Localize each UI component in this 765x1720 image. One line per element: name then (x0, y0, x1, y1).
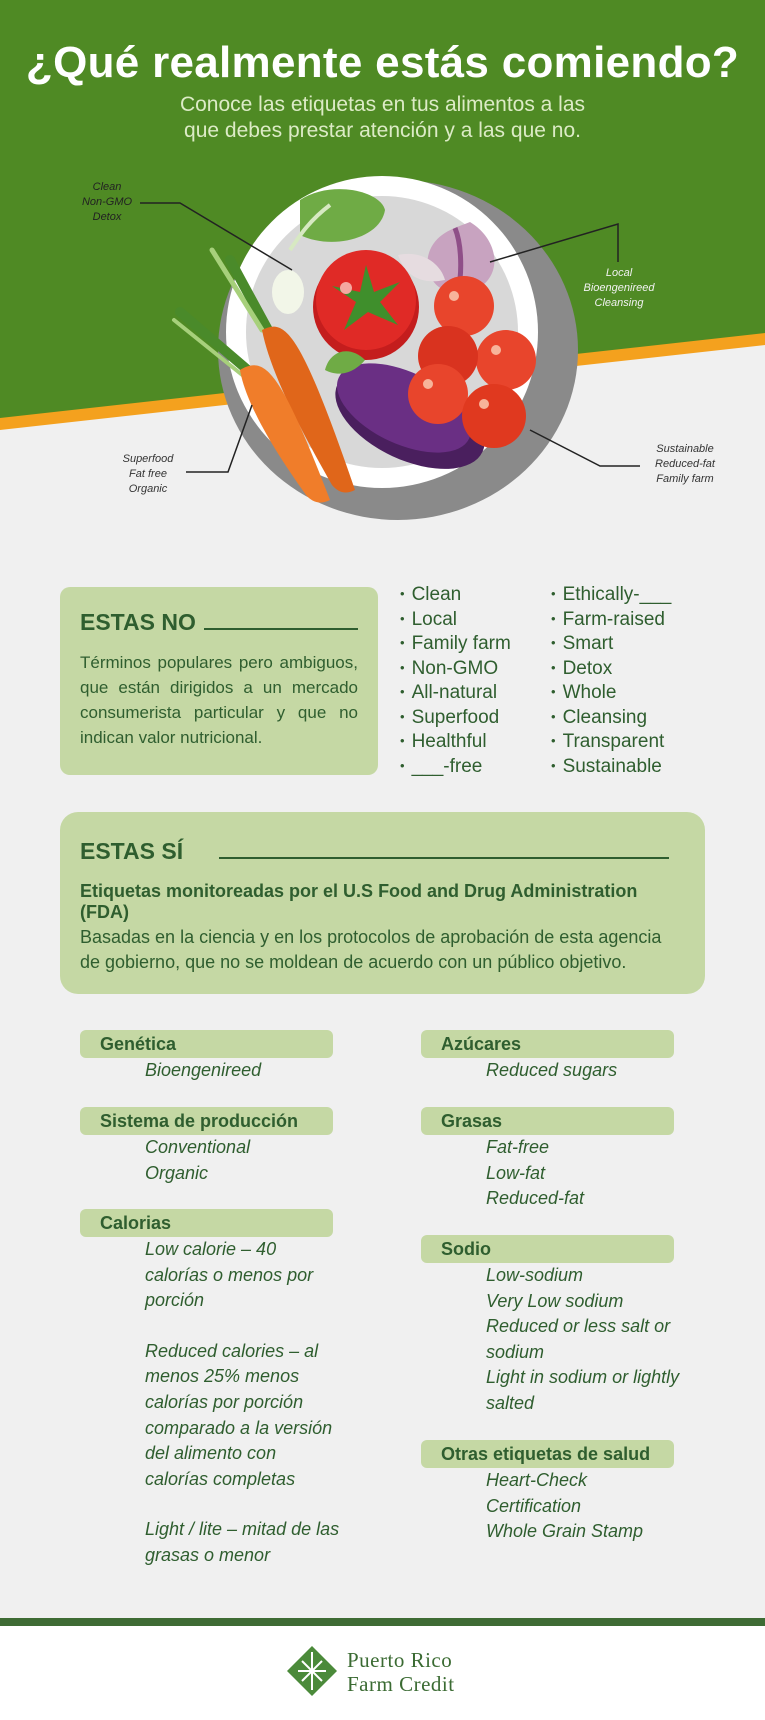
category-sodio (421, 1235, 681, 1417)
callout-label: Detox (92, 211, 122, 223)
divider (219, 857, 669, 859)
list-item: • Ethically-___ (551, 583, 671, 608)
brand-line-1: Puerto Rico (347, 1648, 453, 1672)
estas-no-title: ESTAS NO (80, 609, 196, 635)
category-title: Grasas (421, 1107, 674, 1135)
spacer (145, 1492, 340, 1517)
category-title: Sodio (421, 1235, 674, 1263)
callout-label: Bioengenireed (583, 282, 655, 294)
category-title: Calorias (80, 1209, 333, 1237)
list-item: Organic (145, 1162, 209, 1183)
list-item: • Non-GMO (400, 657, 511, 682)
list-item: Low-sodium (486, 1265, 584, 1285)
category-title: Azúcares (421, 1030, 674, 1058)
category-genetica (80, 1030, 340, 1084)
estas-no-heading (80, 609, 358, 636)
list-item: Certification (486, 1495, 582, 1516)
list-item: • Healthful (400, 730, 511, 755)
ambiguous-terms-list-2 (551, 583, 671, 779)
category-items (145, 1058, 340, 1084)
hero-section (0, 0, 765, 560)
list-item: Low calorie – 40 calorías o menos por porción (145, 1239, 314, 1311)
list-item: Reduced-fat (486, 1188, 585, 1209)
category-sistema-produccion (80, 1107, 340, 1186)
list-item: Heart-Check (486, 1470, 588, 1490)
callout-label: Superfood (122, 453, 174, 465)
list-item: Reduced calories – al menos 25% menos calorías por porción comparado a la versión del alimento con calorías completas (145, 1340, 333, 1489)
list-item: • Transparent (551, 730, 671, 755)
callout-label: Family farm (656, 473, 714, 485)
category-azucares (421, 1030, 681, 1084)
tomato-icon (313, 250, 419, 360)
list-item: Low-fat (486, 1162, 546, 1183)
list-item: • Detox (551, 657, 671, 682)
callout-bottom-right (645, 442, 725, 487)
estas-no-description: Términos populares pero ambiguos, que están dirigidos a un mercado consumerista particular y que no indican valor nutricional. (80, 653, 358, 747)
category-title: Sistema de producción (80, 1107, 333, 1135)
list-item: • Whole (551, 681, 671, 706)
list-item: Light / lite – mitad de las grasas o menor (145, 1519, 340, 1565)
callout-label: Clean (92, 181, 122, 193)
callout-label: Sustainable (656, 443, 714, 455)
list-item: • Farm-raised (551, 608, 671, 633)
list-item: • Smart (551, 632, 671, 657)
list-item: • All-natural (400, 681, 511, 706)
category-grasas (421, 1107, 681, 1212)
category-items (486, 1263, 681, 1417)
divider (204, 628, 358, 630)
list-item: • Superfood (400, 706, 511, 731)
brand-logo (285, 1644, 455, 1700)
callout-label: Non-GMO (81, 196, 133, 208)
callout-top-left (62, 180, 152, 225)
category-otras-etiquetas (421, 1440, 681, 1545)
list-item: Bioengenireed (145, 1060, 262, 1080)
list-item: • Local (400, 608, 511, 633)
category-items (486, 1135, 681, 1212)
list-item: Fat-free (486, 1137, 550, 1157)
category-calorias (80, 1209, 340, 1569)
callout-top-right (574, 266, 664, 311)
list-item: Reduced or less salt or sodium (486, 1316, 671, 1362)
callout-label: Local (605, 267, 633, 279)
list-item: Whole Grain Stamp (486, 1521, 644, 1542)
list-item: • Sustainable (551, 755, 671, 780)
estas-no-panel (60, 587, 378, 775)
callout-label: Organic (128, 483, 168, 495)
list-item: Conventional (145, 1137, 251, 1157)
estas-si-heading (80, 838, 685, 865)
category-items (145, 1135, 340, 1186)
category-title: Genética (80, 1030, 333, 1058)
fda-statement: Etiquetas monitoreadas por el U.S Food and Drug Administration (FDA) (80, 881, 638, 922)
subtitle-line-2: que debes prestar atención y a las que no. (184, 119, 581, 142)
estas-si-description: Basadas en la ciencia y en los protocolos de aprobación de esta agencia de gobierno, que no se moldean de acuerdo con un público objetivo. (80, 927, 662, 972)
estas-si-panel (60, 812, 705, 994)
brand-line-2: Farm Credit (347, 1672, 455, 1696)
category-title: Otras etiquetas de salud (421, 1440, 674, 1468)
list-item: • Family farm (400, 632, 511, 657)
callout-label: Reduced-fat (655, 458, 715, 470)
callout-label: Cleansing (594, 297, 644, 309)
estas-si-title: ESTAS SÍ (80, 838, 184, 864)
spacer (145, 1314, 340, 1339)
footer-divider (0, 1618, 765, 1626)
brand-name (347, 1648, 455, 1696)
page-subtitle (0, 92, 765, 144)
list-item: Very Low sodium (486, 1290, 624, 1311)
category-items (486, 1468, 681, 1545)
footer (0, 1626, 765, 1720)
category-items (145, 1237, 340, 1569)
leaf-logo-icon (285, 1644, 339, 1700)
list-item: • ___-free (400, 755, 511, 780)
list-item: • Clean (400, 583, 511, 608)
callout-bottom-left (108, 452, 188, 497)
callout-label: Fat free (129, 468, 167, 480)
list-item: • Cleansing (551, 706, 671, 731)
category-items (486, 1058, 681, 1084)
list-item: Reduced sugars (486, 1060, 618, 1080)
subtitle-line-1: Conoce las etiquetas en tus alimentos a las (179, 93, 586, 116)
list-item: Light in sodium or lightly salted (486, 1367, 680, 1413)
ambiguous-terms-list-1 (400, 583, 511, 779)
page-title: ¿Qué realmente estás comiendo? (25, 38, 740, 87)
